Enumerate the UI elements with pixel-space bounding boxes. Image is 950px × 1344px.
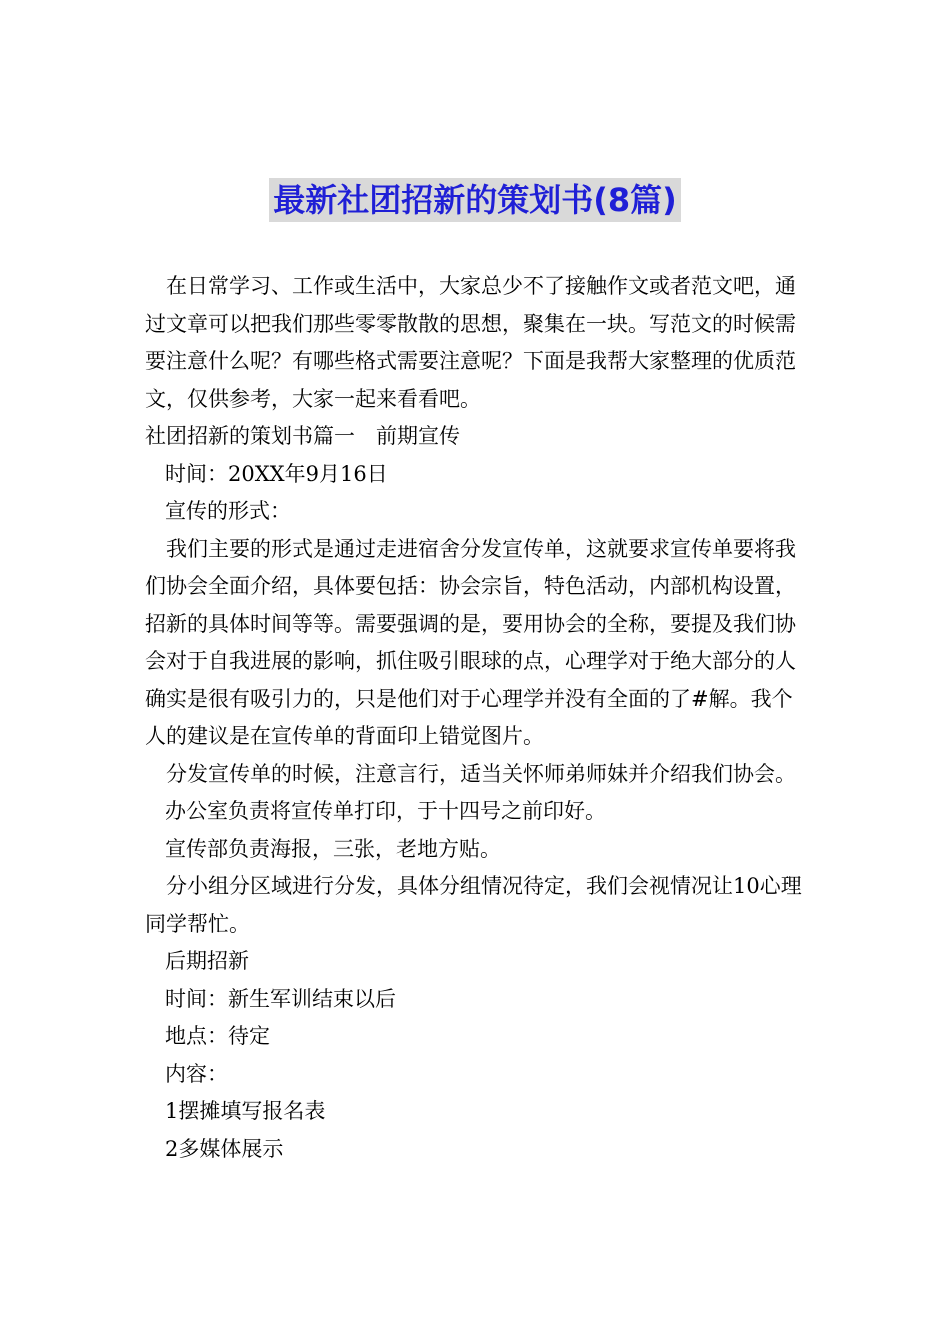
paragraph: 社团招新的策划书篇一 前期宣传 bbox=[145, 424, 460, 448]
document-title: 最新社团招新的策划书(8篇) bbox=[269, 178, 681, 222]
paragraph: 办公室负责将宣传单打印，于十四号之前印好。 bbox=[165, 799, 606, 823]
title-wrap bbox=[0, 178, 950, 222]
paragraph: 宣传的形式： bbox=[165, 499, 291, 523]
paragraph: 后期招新 bbox=[165, 949, 249, 973]
paragraph: 时间：20XX年9月16日 bbox=[165, 461, 388, 486]
paragraph: 分发宣传单的时候，注意言行，适当关怀师弟师妹并介绍我们协会。 bbox=[166, 761, 796, 786]
paragraph: 我们主要的形式是通过走进宿舍分发宣传单，这就要求宣传单要将我们协会全面介绍，具体要包括：协会宗旨，特色活动，内部机构设置，招新的具体时间等等。需要强调的是，要用协会的全称，要提及我们协会对于自我进展的影响，抓住吸引眼球的点，心理学对于绝大部分的人确实是很有吸引力的，只是他们对于心理学并没有全面的了#解。我个人的建议是在宣传单的背面印上错觉图片。 bbox=[145, 536, 796, 748]
paragraph: 2多媒体展示 bbox=[165, 1136, 284, 1161]
paragraph: 分小组分区域进行分发，具体分组情况待定，我们会视情况让10心理同学帮忙。 bbox=[145, 874, 802, 936]
paragraph: 地点：待定 bbox=[165, 1024, 270, 1048]
document-body bbox=[145, 268, 810, 1168]
paragraph: 时间：新生军训结束以后 bbox=[165, 986, 396, 1011]
paragraph: 在日常学习、工作或生活中，大家总少不了接触作文或者范文吧，通过文章可以把我们那些零零散散的思想，聚集在一块。写范文的时候需要注意什么呢？有哪些格式需要注意呢？下面是我帮大家整理的优质范文，仅供参考，大家一起来看看吧。 bbox=[145, 274, 796, 411]
paragraph: 内容： bbox=[165, 1061, 228, 1086]
paragraph: 1摆摊填写报名表 bbox=[165, 1099, 326, 1123]
paragraph: 宣传部负责海报，三张，老地方贴。 bbox=[165, 836, 501, 861]
